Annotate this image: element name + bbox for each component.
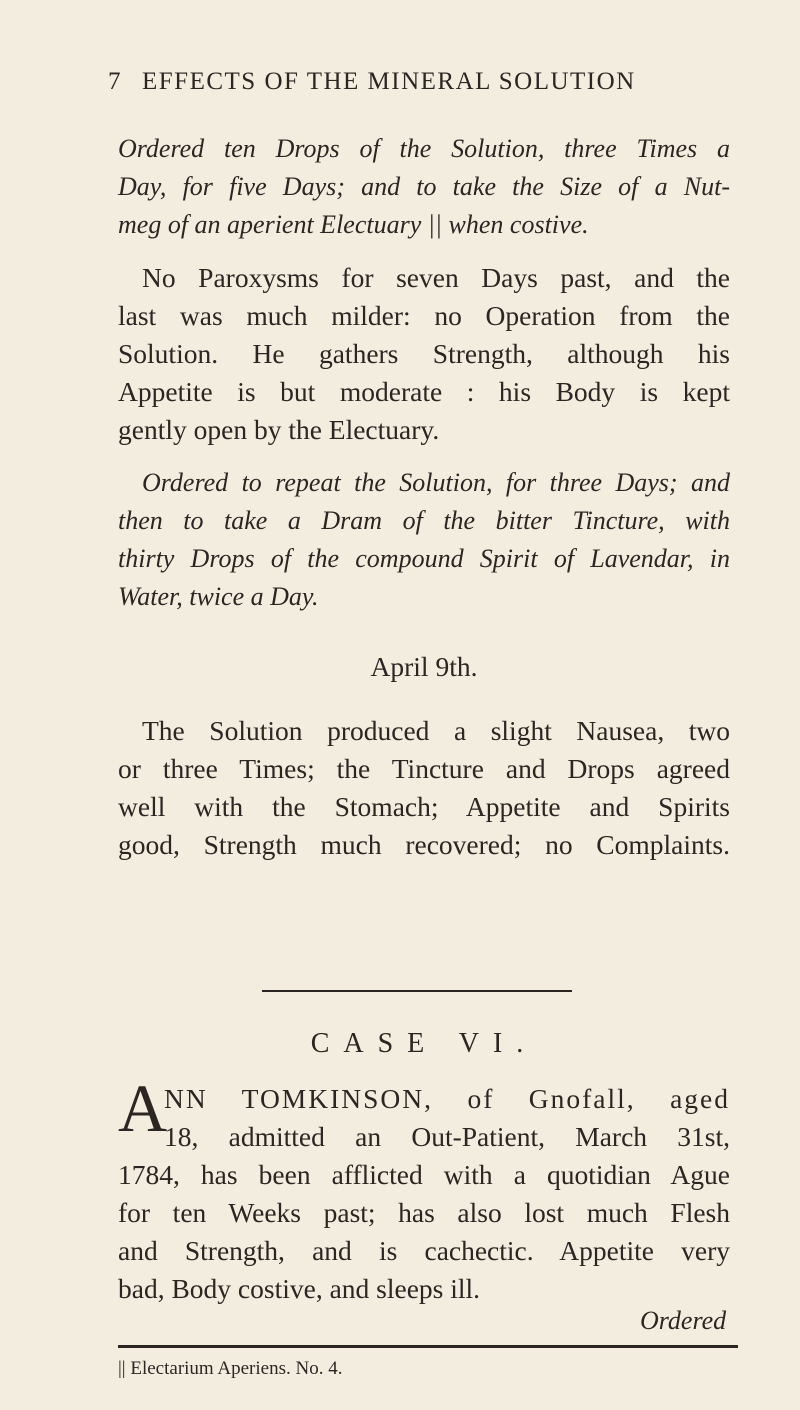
page-number: 7	[108, 68, 122, 95]
text-line: for ten Weeks past; has also lost much Flesh	[118, 1197, 730, 1228]
paragraph-order-1	[118, 130, 730, 244]
text-line: The Solution produced a slight Nausea, two	[142, 715, 730, 746]
case-heading: CASE VI.	[310, 1028, 538, 1059]
running-title: EFFECTS OF THE MINERAL SOLUTION	[142, 68, 636, 95]
running-head	[108, 68, 748, 96]
text-line: thirty Drops of the compound Spirit of Lavendar, in	[118, 544, 730, 573]
text-line: Ordered ten Drops of the Solution, three Times a	[118, 134, 730, 163]
text-line: meg of an aperient Electuary || when costive.	[118, 210, 589, 239]
date-heading	[118, 648, 730, 686]
text-line: last was much milder: no Operation from the	[118, 300, 730, 331]
text-line: well with the Stomach; Appetite and Spirits	[118, 791, 730, 822]
text-line: Day, for five Days; and to take the Size of a Nut-	[118, 172, 730, 201]
text-line: Appetite is but moderate : his Body is kept	[118, 376, 730, 407]
text-line: 18, admitted an Out-Patient, March 31st,	[164, 1121, 730, 1152]
text-line: Solution. He gathers Strength, although his	[118, 338, 730, 369]
drop-cap: A	[118, 1070, 168, 1146]
text-line: bad, Body costive, and sleeps ill.	[118, 1273, 481, 1304]
text-line: good, Strength much recovered; no Complaints.	[118, 829, 730, 860]
section-rule	[262, 990, 572, 992]
text-line: NN TOMKINSON, of Gnofall, aged	[164, 1083, 730, 1114]
paragraph-report-2	[118, 712, 730, 864]
case-body	[118, 1080, 730, 1308]
text-line: or three Times; the Tincture and Drops agreed	[118, 753, 730, 784]
text-line: gently open by the Electuary.	[118, 414, 440, 445]
text-line: Water, twice a Day.	[118, 582, 319, 611]
text-line: and Strength, and is cachectic. Appetite very	[118, 1235, 730, 1266]
text-line: then to take a Dram of the bitter Tincture, with	[118, 506, 730, 535]
catchword: Ordered	[640, 1306, 727, 1335]
paragraph-report-1	[118, 259, 730, 449]
text-line: April 9th.	[370, 651, 478, 682]
text-line: 1784, has been afflicted with a quotidian Ague	[118, 1159, 730, 1190]
footnote: || Electarium Aperiens. No. 4.	[118, 1358, 343, 1379]
text-line: Ordered to repeat the Solution, for three Days; and	[142, 468, 730, 497]
footnote-rule	[118, 1345, 738, 1348]
paragraph-order-2	[118, 464, 730, 616]
text-line: No Paroxysms for seven Days past, and the	[142, 262, 730, 293]
